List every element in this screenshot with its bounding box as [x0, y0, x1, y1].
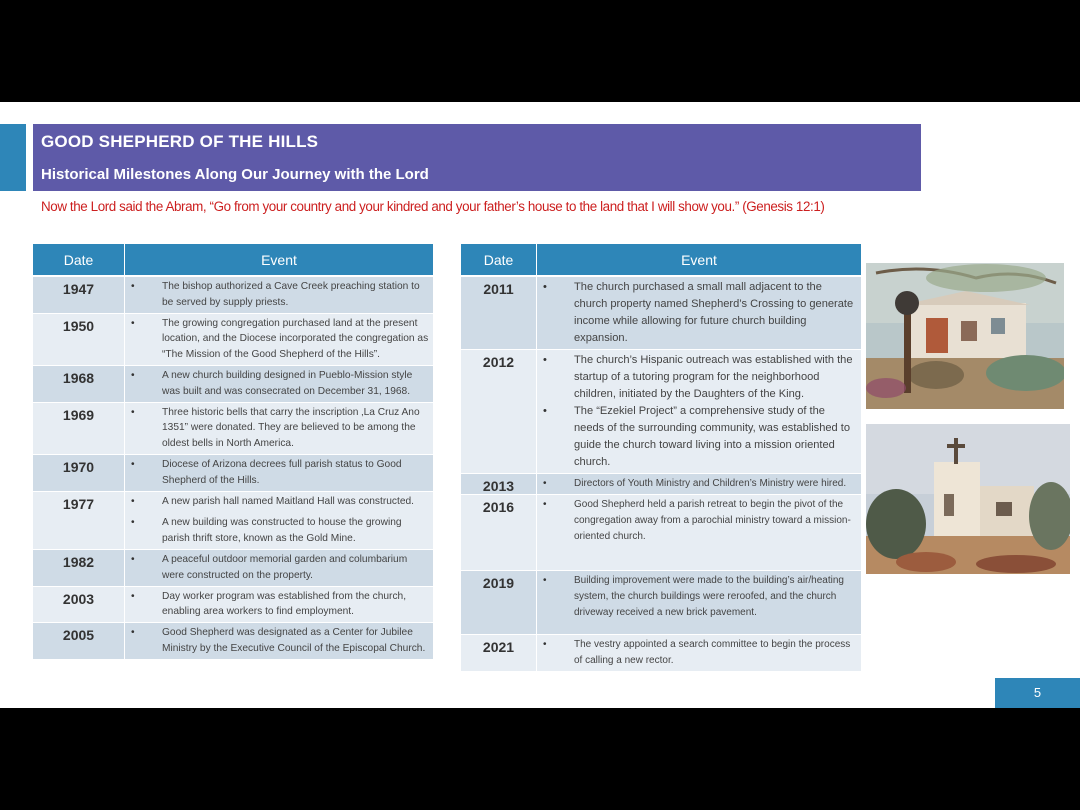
table-row [33, 277, 433, 314]
table-row [33, 366, 433, 403]
table-row [461, 474, 861, 495]
event-cell [125, 492, 433, 550]
event-cell [125, 623, 433, 660]
page-number: 5 [995, 678, 1080, 708]
table-row [461, 635, 861, 672]
church-painting-image [866, 263, 1064, 409]
table-row [33, 403, 433, 455]
table-row [33, 492, 433, 550]
event-item: • The church purchased a small mall adjacent to the church property named Shepherd’s Crossing to generate income while allowing for future church building expansion. [537, 279, 857, 347]
table-row [461, 495, 861, 571]
event-cell [537, 277, 861, 350]
table-row [461, 350, 861, 474]
event-cell [125, 587, 433, 624]
event-cell [125, 403, 433, 455]
event-item: • The bishop authorized a Cave Creek preaching station to be served by supply priests. [125, 279, 429, 311]
left-accent-bar [0, 124, 26, 191]
event-cell [125, 455, 433, 492]
event-item: • Good Shepherd was designated as a Center for Jubilee Ministry by the Executive Council of the Episcopal Church. [125, 625, 429, 657]
event-item: • Good Shepherd held a parish retreat to begin the pivot of the congregation away from a parochial ministry toward a mission-oriented church. [537, 497, 857, 545]
event-cell [537, 474, 861, 495]
event-cell [537, 495, 861, 571]
event-cell [125, 550, 433, 587]
timeline-table-right [461, 244, 861, 672]
date-column-header: Date [33, 244, 125, 277]
table-row [461, 277, 861, 350]
slide-subtitle: Historical Milestones Along Our Journey with the Lord [41, 166, 429, 183]
event-column-header: Event [537, 244, 861, 277]
year-cell: 1982 [33, 550, 125, 587]
event-item: • The church’s Hispanic outreach was established with the startup of a tutoring program for the neighborhood children, initiated by the Daughters of the King. [537, 352, 857, 403]
event-item: • A new church building designed in Pueblo-Mission style was built and was consecrated on December 31, 1968. [125, 368, 429, 400]
slide-title: GOOD SHEPHERD OF THE HILLS [41, 132, 319, 151]
event-cell [537, 571, 861, 635]
event-item: • Diocese of Arizona decrees full parish status to Good Shepherd of the Hills. [125, 457, 429, 489]
year-cell: 2016 [461, 495, 537, 571]
year-cell: 2003 [33, 587, 125, 624]
year-cell: 2005 [33, 623, 125, 660]
event-item: • The vestry appointed a search committee to begin the process of calling a new rector. [537, 637, 857, 669]
slide [0, 102, 1080, 708]
mission-church-painting-image [866, 424, 1070, 574]
event-item: • Building improvement were made to the building’s air/heating system, the church buildings were reroofed, and the church driveway received a new brick pavement. [537, 573, 857, 621]
year-cell: 2021 [461, 635, 537, 672]
year-cell: 1969 [33, 403, 125, 455]
year-cell: 2012 [461, 350, 537, 474]
event-item: • The “Ezekiel Project” a comprehensive study of the needs of the surrounding community, was established to guide the church toward living into a mission oriented church. [537, 403, 857, 471]
event-item: • The growing congregation purchased land at the present location, and the Diocese incorporated the congregation as “The Mission of the Good Shepherd of the Hills”. [125, 316, 429, 363]
table-row [33, 587, 433, 624]
scripture-quote: Now the Lord said the Abram, “Go from your country and your kindred and your father’s house to the land that I will show you.” (Genesis 12:1) [41, 199, 825, 214]
event-item: • Three historic bells that carry the inscription ‚La Cruz Ano 1351” were donated. They are believed to be among the oldest bells in North America. [125, 405, 429, 452]
year-cell: 2013 [461, 474, 537, 495]
table-row [33, 455, 433, 492]
year-cell: 1970 [33, 455, 125, 492]
event-cell [125, 314, 433, 366]
event-item: • Day worker program was established from the church, enabling area workers to find employment. [125, 589, 429, 621]
year-cell: 2011 [461, 277, 537, 350]
event-column-header: Event [125, 244, 433, 277]
date-column-header: Date [461, 244, 537, 277]
event-item: • Directors of Youth Ministry and Children’s Ministry were hired. [537, 476, 857, 492]
year-cell: 2019 [461, 571, 537, 635]
table-row [461, 571, 861, 635]
table-row [33, 623, 433, 660]
header-band [33, 124, 921, 191]
event-cell [125, 277, 433, 314]
year-cell: 1947 [33, 277, 125, 314]
event-item: • A peaceful outdoor memorial garden and columbarium were constructed on the property. [125, 552, 429, 584]
year-cell: 1977 [33, 492, 125, 550]
event-cell [537, 635, 861, 672]
year-cell: 1968 [33, 366, 125, 403]
event-item: • A new building was constructed to house the growing parish thrift store, known as the Gold Mine. [125, 515, 429, 547]
table-row [33, 550, 433, 587]
event-cell [537, 350, 861, 474]
timeline-table-left [33, 244, 433, 660]
year-cell: 1950 [33, 314, 125, 366]
table-row [33, 314, 433, 366]
event-item: • A new parish hall named Maitland Hall was constructed. [125, 494, 429, 510]
event-cell [125, 366, 433, 403]
